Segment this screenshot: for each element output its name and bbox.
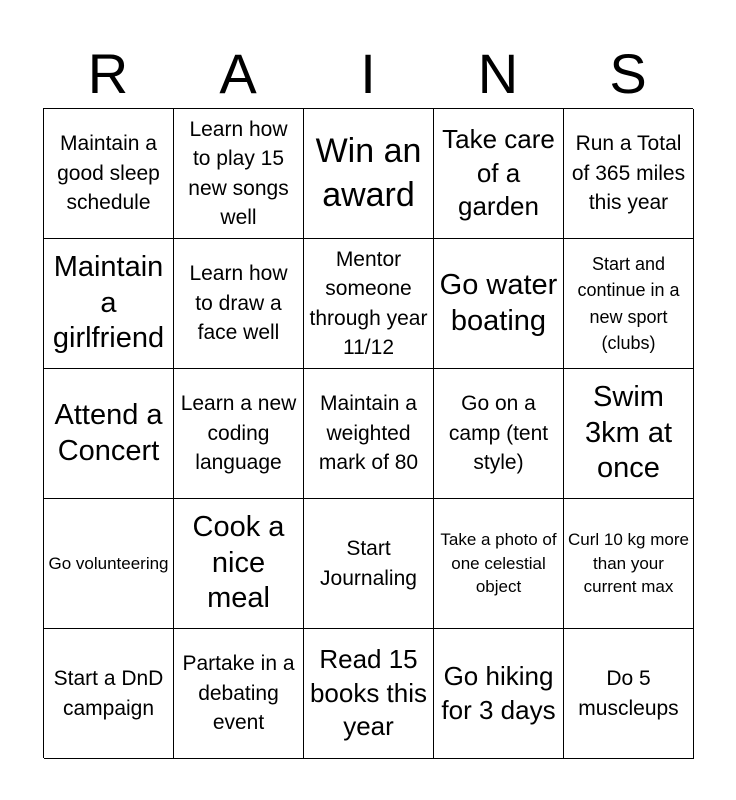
bingo-cell[interactable]: Start Journaling: [304, 499, 434, 629]
bingo-cell[interactable]: Run a Total of 365 miles this year: [564, 109, 694, 239]
bingo-cell[interactable]: Start a DnD campaign: [44, 629, 174, 759]
bingo-cell[interactable]: Maintain a weighted mark of 80: [304, 369, 434, 499]
header-letter-s: S: [609, 42, 647, 105]
bingo-cell[interactable]: Win an award: [304, 109, 434, 239]
bingo-cell[interactable]: Take a photo of one celestial object: [434, 499, 564, 629]
bingo-cell[interactable]: Start and continue in a new sport (clubs): [564, 239, 694, 369]
bingo-cell[interactable]: Maintain a good sleep schedule: [44, 109, 174, 239]
bingo-cell[interactable]: Learn a new coding language: [174, 369, 304, 499]
bingo-cell[interactable]: Partake in a debating event: [174, 629, 304, 759]
bingo-cell[interactable]: Learn how to draw a face well: [174, 239, 304, 369]
bingo-cell[interactable]: Curl 10 kg more than your current max: [564, 499, 694, 629]
header-letter-r: R: [87, 42, 129, 105]
bingo-cell[interactable]: Mentor someone through year 11/12: [304, 239, 434, 369]
bingo-cell[interactable]: Cook a nice meal: [174, 499, 304, 629]
bingo-cell[interactable]: Swim 3km at once: [564, 369, 694, 499]
header-letter-n: N: [477, 42, 519, 105]
bingo-board: [43, 108, 693, 758]
bingo-cell[interactable]: Maintain a girlfriend: [44, 239, 174, 369]
bingo-cell[interactable]: Go hiking for 3 days: [434, 629, 564, 759]
bingo-cell[interactable]: Take care of a garden: [434, 109, 564, 239]
bingo-cell[interactable]: Learn how to play 15 new songs well: [174, 109, 304, 239]
bingo-cell[interactable]: Read 15 books this year: [304, 629, 434, 759]
bingo-cell[interactable]: Go on a camp (tent style): [434, 369, 564, 499]
header-letter-a: A: [219, 42, 257, 105]
bingo-cell[interactable]: Go water boating: [434, 239, 564, 369]
bingo-cell[interactable]: Do 5 muscleups: [564, 629, 694, 759]
header-letter-i: I: [360, 42, 376, 105]
bingo-header: [43, 40, 693, 108]
bingo-cell[interactable]: Go volunteering: [44, 499, 174, 629]
bingo-cell[interactable]: Attend a Concert: [44, 369, 174, 499]
